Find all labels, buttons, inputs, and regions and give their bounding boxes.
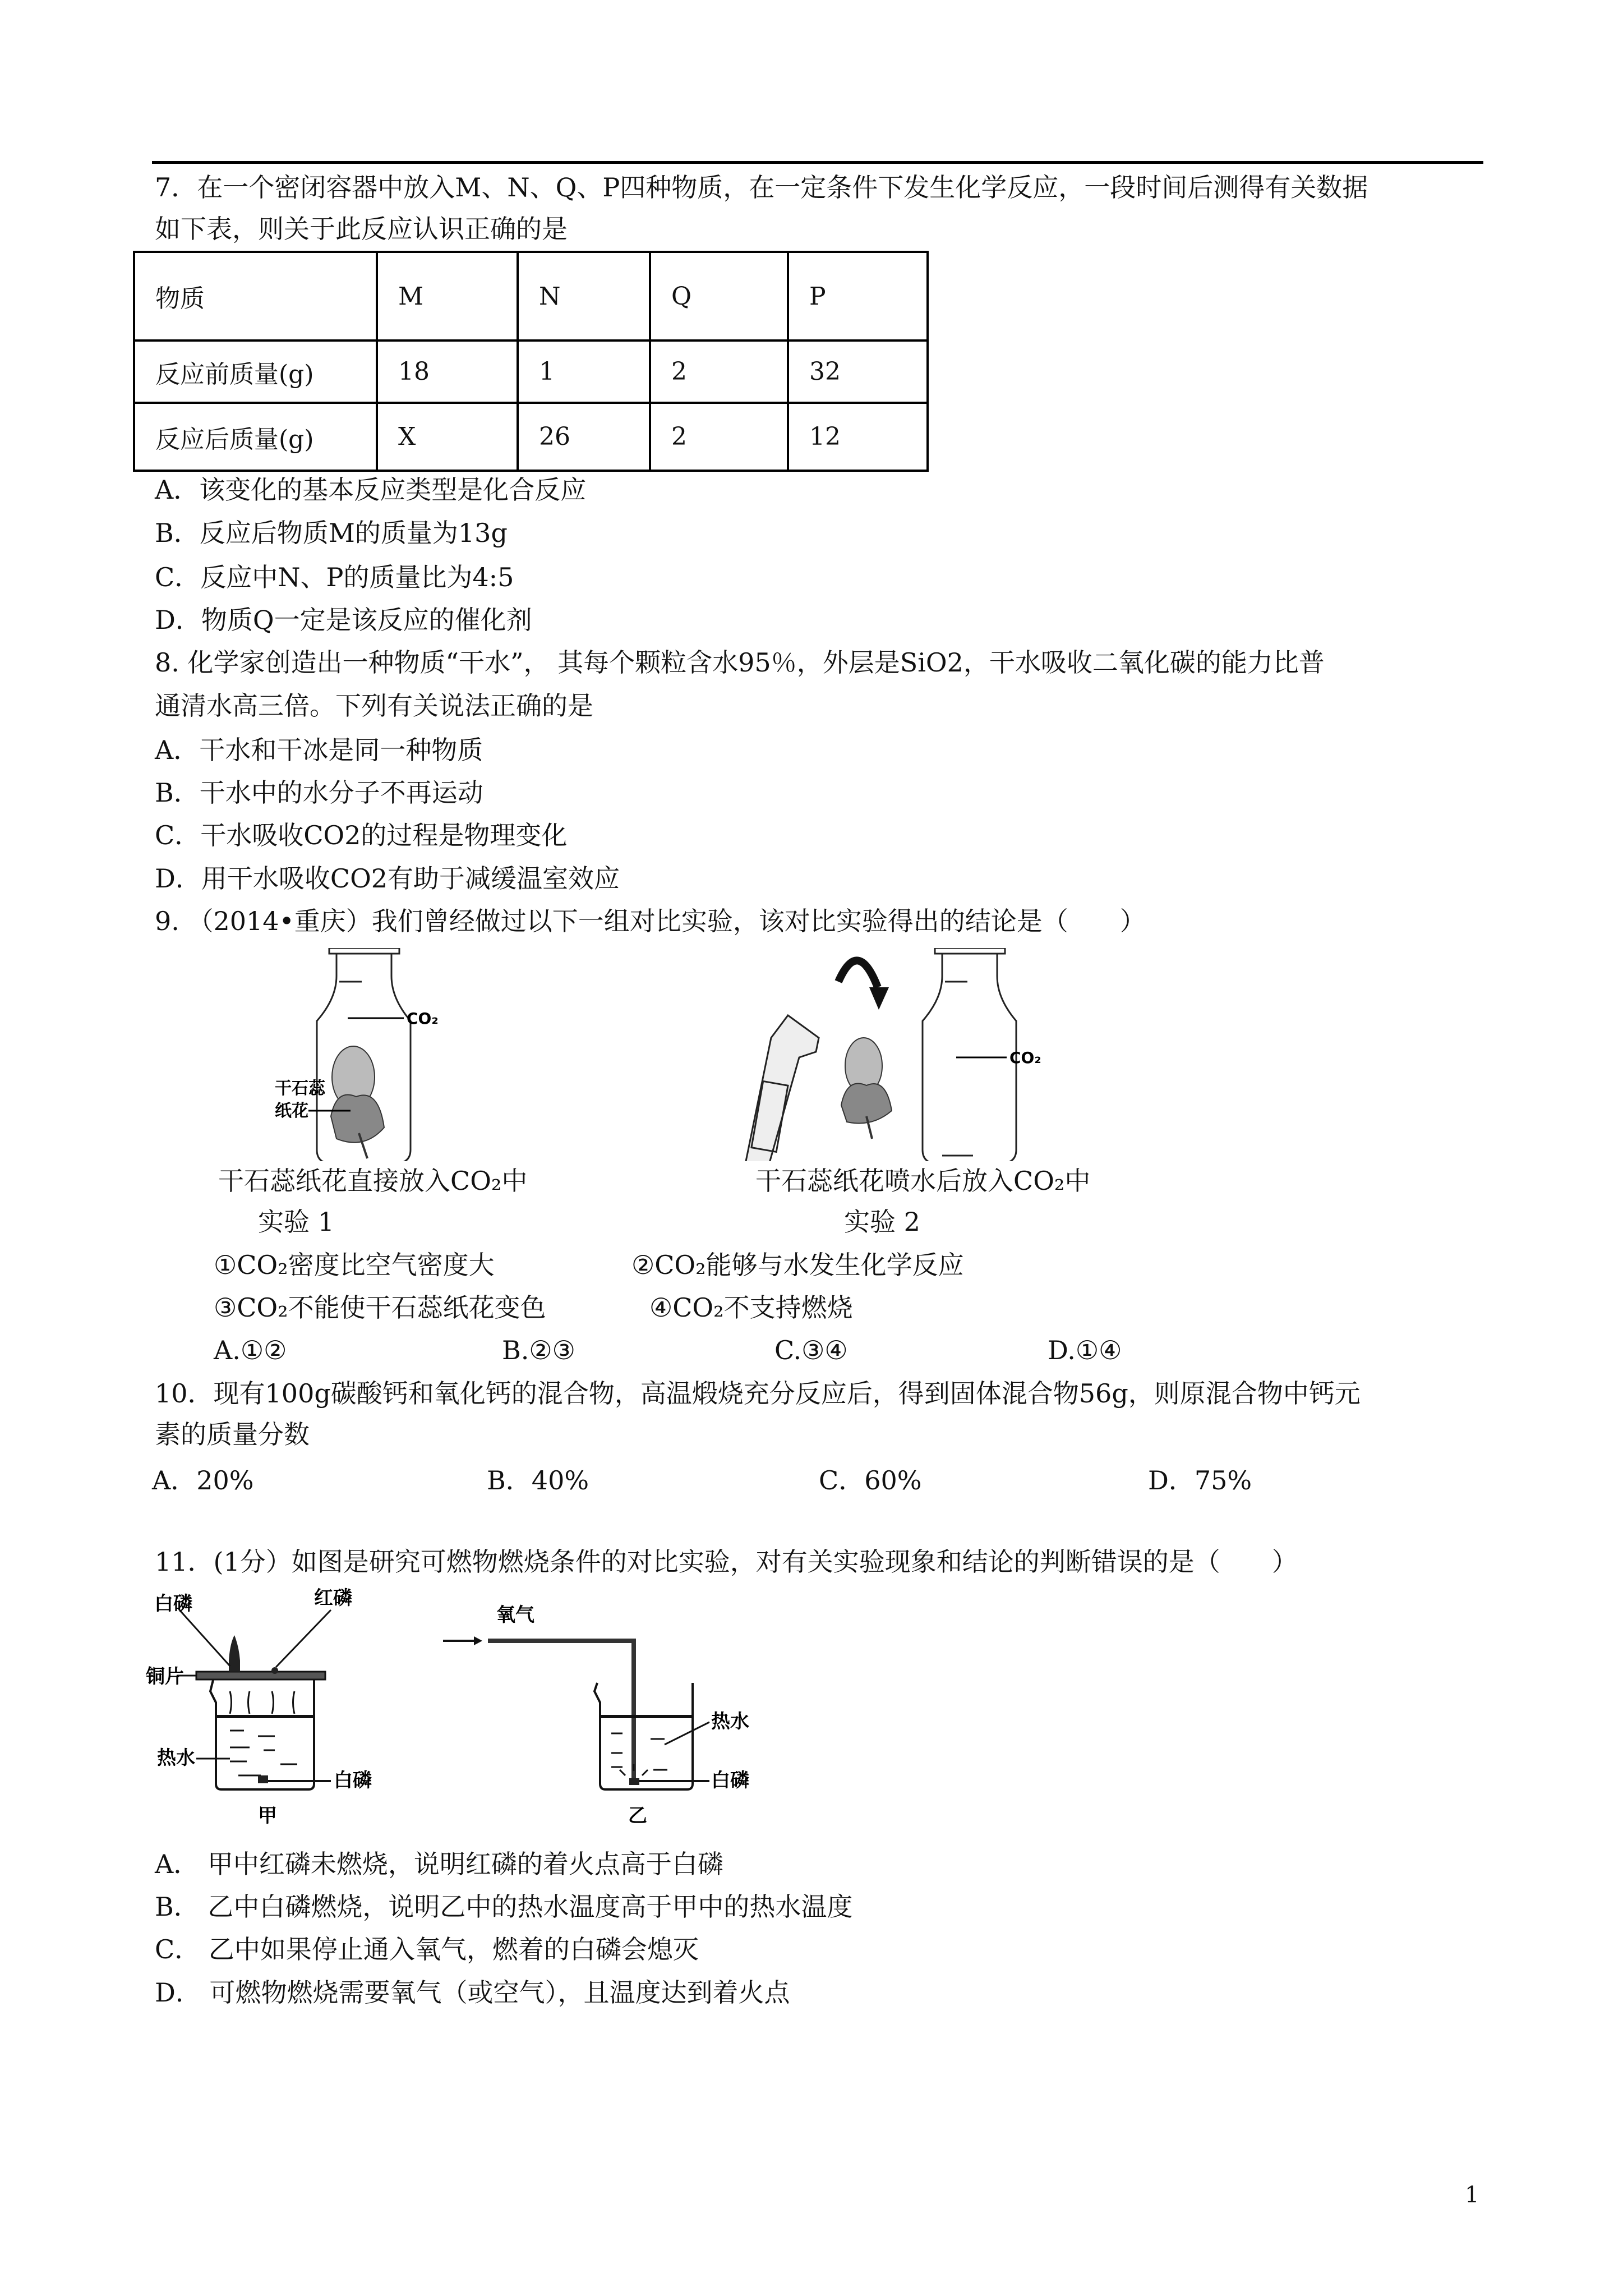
q9-statement-4: ④CO₂不支持燃烧 [649, 1292, 853, 1323]
q9-option-a: A.①② [214, 1335, 287, 1365]
table-cell: 2 [650, 341, 788, 403]
q9-stem: 9. （2014•重庆）我们曾经做过以下一组对比实验，该对比实验得出的结论是（ ） [155, 906, 1146, 936]
header-rule [152, 161, 1483, 164]
q9-exp-1: 实验 1 [258, 1207, 334, 1237]
q8-option-b: B．干水中的水分子不再运动 [155, 777, 483, 808]
q8-stem-line2: 通清水高三倍。下列有关说法正确的是 [155, 691, 593, 721]
co2-label: CO₂ [1009, 1048, 1041, 1067]
q9-caption-1: 干石蕊纸花直接放入CO₂中 [218, 1166, 528, 1196]
q11-option-a: A． 甲中红磷未燃烧，说明红磷的着火点高于白磷 [155, 1849, 723, 1879]
table-row [134, 403, 928, 471]
q7-option-d: D．物质Q一定是该反应的催化剂 [155, 605, 532, 635]
q7-option-b: B．反应后物质M的质量为13g [155, 518, 508, 548]
page-number: 1 [1465, 2182, 1479, 2208]
q11-stem: 11．(1分）如图是研究可燃物燃烧条件的对比实验，对有关实验现象和结论的判断错误的是（ ） [155, 1547, 1298, 1577]
q11-option-b: B． 乙中白磷燃烧，说明乙中的热水温度高于甲中的热水温度 [155, 1892, 853, 1922]
oxygen-tube [488, 1641, 634, 1778]
table-cell: 反应前质量(g) [134, 341, 377, 403]
q11-option-c: C． 乙中如果停止通入氧气，燃着的白磷会熄灭 [155, 1934, 699, 1964]
q7-option-c: C．反应中N、P的质量比为4:5 [155, 562, 514, 592]
table-row [134, 341, 928, 403]
arrow-icon [474, 1636, 482, 1645]
q7-option-a: A．该变化的基本反应类型是化合反应 [155, 475, 587, 505]
table-cell: 2 [650, 403, 788, 471]
white-phosphorus [258, 1775, 268, 1783]
table-cell: 反应后质量(g) [134, 403, 377, 471]
q9-caption-2: 干石蕊纸花喷水后放入CO₂中 [755, 1166, 1091, 1196]
table-header-row [134, 252, 928, 341]
q9-statement-3: ③CO₂不能使干石蕊纸花变色 [214, 1292, 546, 1323]
q8-option-a: A．干水和干冰是同一种物质 [155, 735, 483, 765]
q7-stem-line1: 7．在一个密闭容器中放入M、N、Q、P四种物质，在一定条件下发生化学反应，一段时间后测得有关数据 [155, 172, 1368, 203]
q9-figure [252, 948, 1094, 1161]
table-cell: 18 [377, 341, 518, 403]
table-cell: Q [650, 252, 788, 341]
white-p-label: 白磷 [154, 1593, 192, 1615]
flower-icon [841, 1038, 892, 1139]
flower-icon [331, 1046, 384, 1158]
beaker-jia [210, 1680, 314, 1789]
q10-option-d: D．75% [1148, 1465, 1252, 1496]
red-p-label: 红磷 [314, 1587, 352, 1609]
table-cell: 12 [788, 403, 928, 471]
table-cell: M [377, 252, 518, 341]
arrow-icon [838, 960, 878, 987]
table-cell: N [518, 252, 650, 341]
white-p-label: 白磷 [711, 1769, 749, 1792]
gas-bottle-2 [923, 948, 1016, 1161]
table-cell: 1 [518, 341, 650, 403]
yi-label: 乙 [628, 1805, 647, 1827]
q8-option-c: C．干水吸收CO2的过程是物理变化 [155, 820, 568, 850]
hot-water-label: 热水 [157, 1747, 195, 1769]
q9-option-b: B.②③ [502, 1335, 575, 1365]
q8-stem-line1: 8. 化学家创造出一种物质“干水”， 其每个颗粒含水95％，外层是SiO2，干水吸收二氧化碳的能力比普 [155, 647, 1325, 678]
red-phosphorus [271, 1667, 278, 1674]
q7-table [133, 251, 929, 472]
q9-exp-2: 实验 2 [844, 1207, 920, 1237]
q7-stem-line2: 如下表，则关于此反应认识正确的是 [155, 214, 568, 244]
arrow-head-icon [869, 987, 889, 1010]
q9-option-d: D.①④ [1048, 1335, 1122, 1365]
table-cell: P [788, 252, 928, 341]
q8-option-d: D．用干水吸收CO2有助于减缓温室效应 [155, 863, 620, 894]
copper-plate [196, 1672, 325, 1680]
q10-stem-line2: 素的质量分数 [155, 1419, 310, 1450]
q10-option-c: C．60% [819, 1465, 922, 1496]
flame-icon [229, 1635, 240, 1672]
q9-option-c: C.③④ [774, 1335, 848, 1365]
white-phosphorus [629, 1778, 639, 1785]
q11-figure [146, 1582, 791, 1829]
q9-statement-2: ②CO₂能够与水发生化学反应 [631, 1250, 964, 1280]
q10-option-a: A．20% [152, 1465, 254, 1496]
jia-label: 甲 [258, 1805, 277, 1827]
hot-water-label: 热水 [711, 1710, 749, 1733]
flower-label: 干石蕊 [275, 1079, 325, 1098]
table-cell: 32 [788, 341, 928, 403]
co2-label: CO₂ [407, 1009, 439, 1028]
spray-bottle-icon [746, 1015, 819, 1161]
q10-option-b: B．40% [487, 1465, 589, 1496]
oxygen-label: 氧气 [496, 1604, 534, 1626]
table-cell: 26 [518, 403, 650, 471]
table-cell: 物质 [134, 252, 377, 341]
q11-option-d: D． 可燃物燃烧需要氧气（或空气），且温度达到着火点 [155, 1977, 790, 2008]
table-cell: X [377, 403, 518, 471]
q9-statement-1: ①CO₂密度比空气密度大 [214, 1250, 495, 1280]
white-p-label: 白磷 [334, 1769, 372, 1792]
copper-label: 铜片 [146, 1665, 184, 1688]
q10-stem-line1: 10．现有100g碳酸钙和氧化钙的混合物，高温煅烧充分反应后，得到固体混合物56g，则原混合物中钙元 [155, 1378, 1361, 1409]
flower-label: 纸花 [275, 1101, 308, 1121]
